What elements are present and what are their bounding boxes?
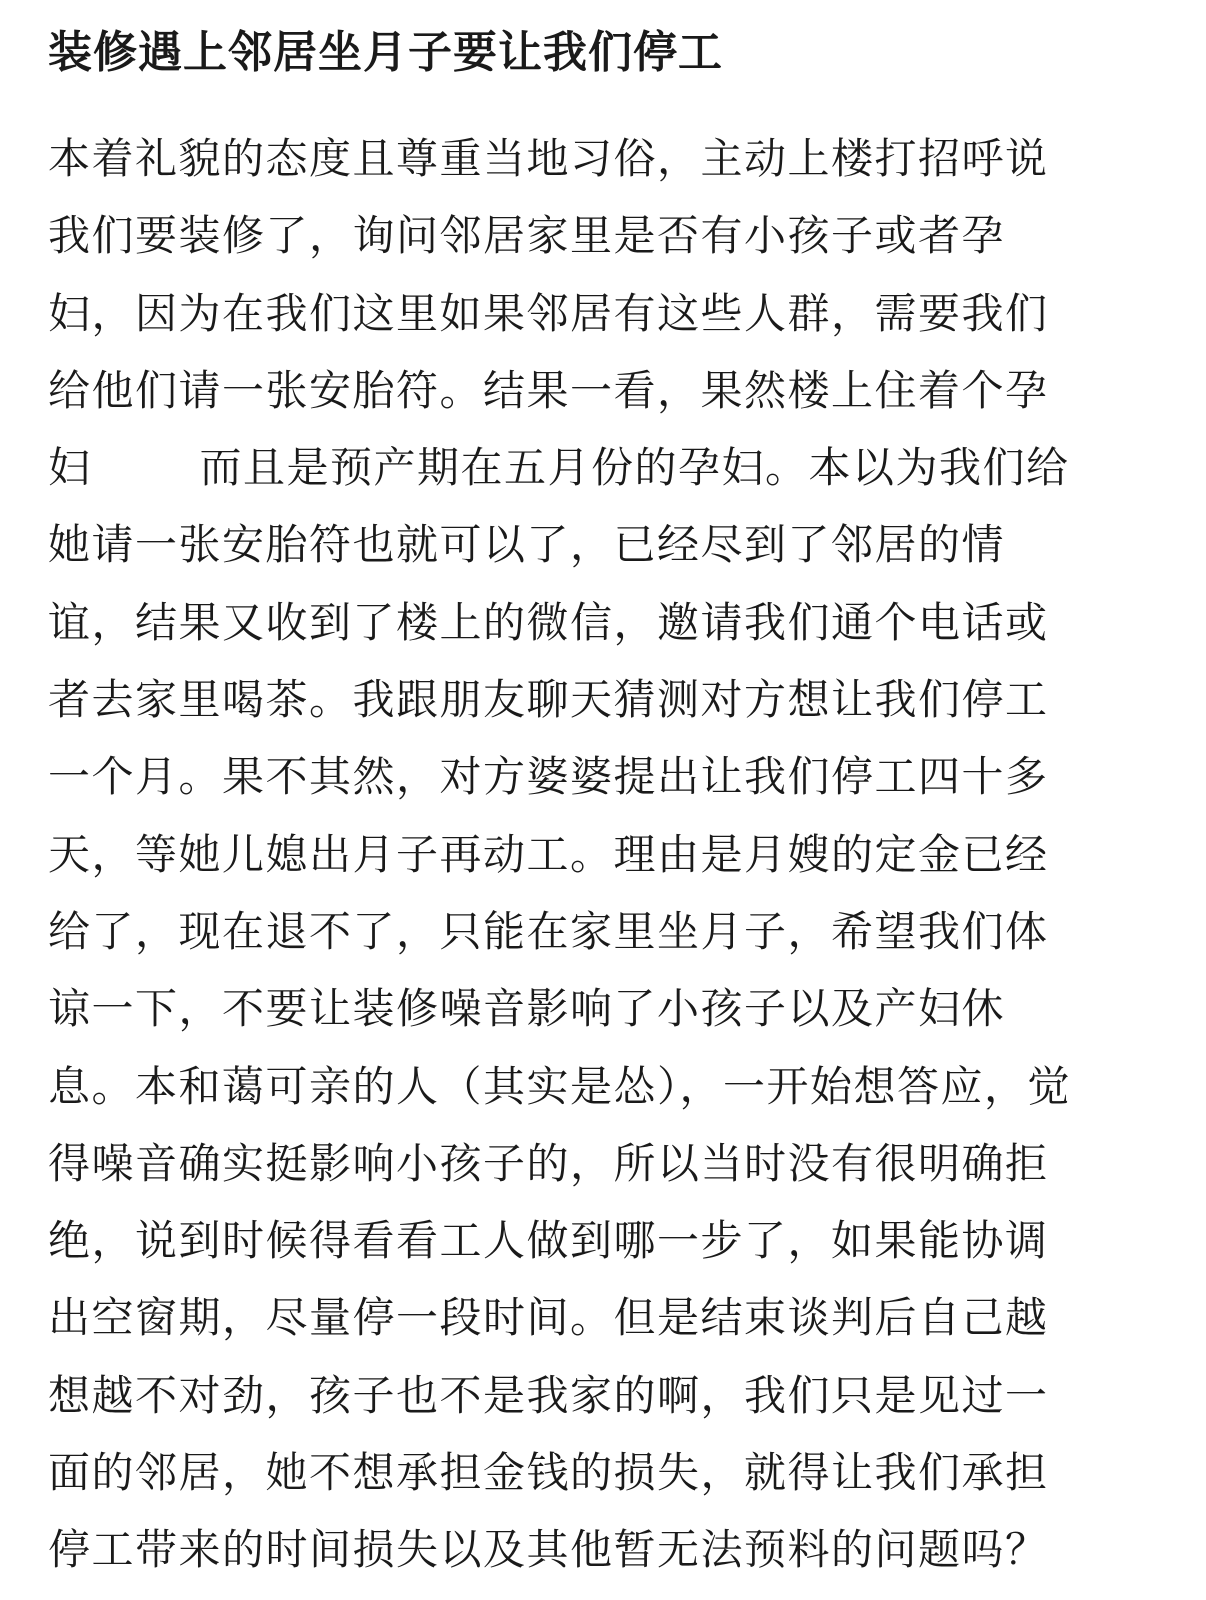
body-line: 妇，因为在我们这里如果邻居有这些人群，需要我们 <box>48 288 1049 338</box>
body-line: 出空窗期，尽量停一段时间。但是结束谈判后自己越 <box>48 1293 1049 1343</box>
body-line: 本着礼貌的态度且尊重当地习俗，主动上楼打招呼说 <box>48 134 1049 183</box>
body-line: 一个月。果不其然，对方婆婆提出让我们停工四十多 <box>48 752 1049 802</box>
body-line: 她请一张安胎符也就可以了，已经尽到了邻居的情 <box>48 520 1006 570</box>
body-line: 谊，结果又收到了楼上的微信，邀请我们通个电话或 <box>48 597 1049 647</box>
body-line: 得噪音确实挺影响小孩子的，所以当时没有很明确拒 <box>48 1138 1049 1188</box>
body-line: 给他们请一张安胎符。结果一看，果然楼上住着个孕 <box>48 365 1049 415</box>
body-line-part: 而且是预产期在五月份的孕妇。本以为我们给 <box>199 443 1070 493</box>
body-line <box>48 429 1168 506</box>
post-body <box>48 120 1168 1589</box>
body-line: 息。本和蔼可亲的人（其实是怂），一开始想答应，觉 <box>48 1061 1072 1111</box>
body-line: 停工带来的时间损失以及其他暂无法预料的问题吗？ <box>48 1525 1049 1575</box>
body-line: 天，等她儿媳出月子再动工。理由是月嫂的定金已经 <box>48 829 1049 879</box>
post-title: 装修遇上邻居坐月子要让我们停工 <box>48 27 723 78</box>
body-line: 面的邻居，她不想承担金钱的损失，就得让我们承担 <box>48 1448 1049 1498</box>
body-line: 者去家里喝茶。我跟朋友聊天猜测对方想让我们停工 <box>48 675 1049 725</box>
body-line: 给了，现在退不了，只能在家里坐月子，希望我们体 <box>48 906 1049 956</box>
body-line: 谅一下，不要让装修噪音影响了小孩子以及产妇休 <box>48 984 1006 1034</box>
body-line: 绝，说到时候得看看工人做到哪一步了，如果能协调 <box>48 1216 1049 1266</box>
body-line: 想越不对劲，孩子也不是我家的啊，我们只是见过一 <box>48 1370 1049 1420</box>
body-line: 我们要装修了，询问邻居家里是否有小孩子或者孕 <box>48 211 1006 261</box>
body-line-part: 妇 <box>48 443 92 493</box>
